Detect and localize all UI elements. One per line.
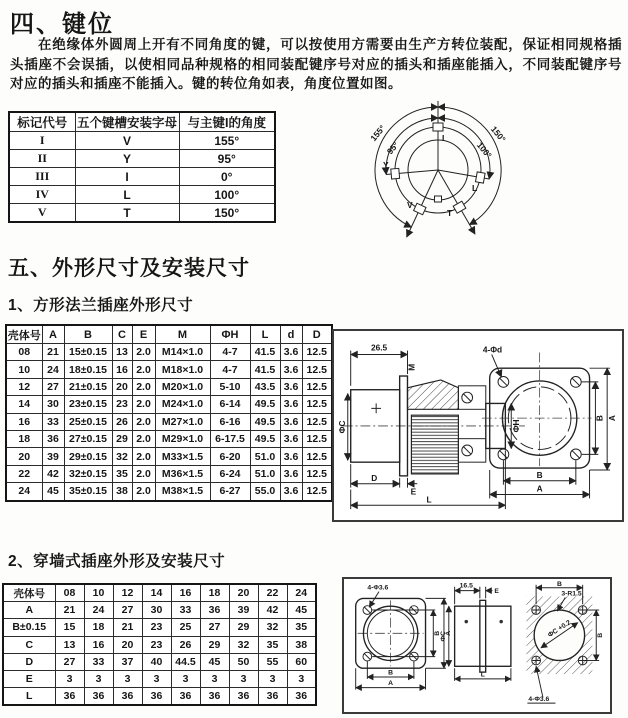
table-cell: 壳体号 (3, 584, 55, 602)
table-cell: 16 (112, 361, 132, 378)
table-cell: 16 (6, 413, 42, 430)
key-v-label: V (407, 200, 413, 210)
table-cell: 35±0.15 (64, 483, 112, 501)
table-cell: 6-14 (210, 396, 250, 413)
table-cell: 12 (6, 378, 42, 395)
table-cell: 3.6 (280, 465, 302, 482)
table-cell: 3 (84, 670, 113, 687)
table-cell: 24 (6, 483, 42, 501)
table-cell: I (75, 168, 179, 186)
front-view-dimensions (490, 368, 617, 498)
table-cell: 18 (200, 584, 229, 602)
dim-b-right-label: B (434, 630, 442, 636)
dim-holes-label: 4-Φd (482, 344, 503, 355)
key-diagram-radials (386, 101, 489, 237)
table-body (9, 132, 275, 223)
dim-16-5-label: 16.5 (459, 582, 473, 590)
table-row (9, 168, 275, 186)
table-header-row (9, 112, 275, 132)
section4-paragraph: 在绝缘体外圆周上开有不同角度的键，可以按使用方需要由生产方转位装配，保证相同规格插头插座不会误插，以使相同品种规格的相同装配键序号对应的插头和插座能插入，不同装配键序号对应的插头和插座不能插入。键的转位角如表，角度位置如图。 (10, 37, 622, 91)
key-y-label: Y (383, 160, 389, 170)
table-row (6, 396, 332, 413)
table-cell: 21±0.15 (64, 378, 112, 395)
table-cell: 23 (142, 636, 171, 653)
key-i-label: I (442, 133, 445, 143)
column-header: 五个键槽安装字母 (75, 112, 179, 132)
table-cell: 3.6 (280, 430, 302, 447)
table-cell: 2.0 (132, 396, 155, 413)
table-cell: 2.0 (132, 361, 155, 378)
table-cell: 36 (200, 688, 229, 706)
dim-a-right-label: A (444, 630, 452, 636)
table-cell: 36 (142, 688, 171, 706)
table-cell: 2.0 (132, 483, 155, 501)
angle-100-label: 100° (474, 140, 494, 161)
table-cell: 30 (42, 396, 64, 413)
table-cell: 45 (200, 653, 229, 670)
table-cell: E (3, 670, 55, 687)
table-cell: 22 (6, 465, 42, 482)
table-cell: 14 (142, 584, 171, 602)
key-position-table (8, 111, 276, 223)
table-cell: 29 (112, 430, 132, 447)
table-cell: 95° (179, 150, 275, 168)
table-cell: 18±0.15 (64, 361, 112, 378)
panel-cutout-view (526, 581, 604, 703)
table-cell: V (75, 132, 179, 150)
table-cell: 12.5 (302, 430, 332, 447)
column-header: B (64, 325, 112, 344)
table-cell: 3 (55, 670, 84, 687)
table-cell: 155° (179, 132, 275, 150)
table-cell: 13 (55, 636, 84, 653)
table-cell: 35 (258, 636, 287, 653)
table-cell: 26 (171, 636, 200, 653)
table-cell: 24 (42, 361, 64, 378)
table-cell: 45 (287, 602, 316, 619)
table-cell: II (9, 150, 75, 168)
dim-cutout-holes-label: 4-Φ3.6 (528, 696, 550, 704)
dim-b-bottom-label: B (536, 469, 543, 480)
table-row (6, 465, 332, 482)
section5-title: 五、外形尺寸及安装尺寸 (8, 257, 250, 280)
table-cell: 6-27 (210, 483, 250, 501)
table-cell: 29 (229, 619, 258, 636)
table-cell: 6-16 (210, 413, 250, 430)
table-cell: 36 (113, 688, 142, 706)
table-header-row (6, 325, 332, 344)
table-row (3, 619, 316, 636)
table-cell: 33 (84, 653, 113, 670)
dim-a-bottom-label: A (388, 680, 394, 688)
table-cell: 12 (113, 584, 142, 602)
table-cell: M27×1.0 (155, 413, 210, 430)
table-cell: M36×1.5 (155, 465, 210, 482)
dim-b-bottom-label: B (388, 669, 394, 677)
table-cell: IV (9, 186, 75, 204)
table-cell: 18 (84, 619, 113, 636)
table-cell: 12.5 (302, 483, 332, 501)
column-header: ΦH (210, 325, 250, 344)
table-cell: 15 (55, 619, 84, 636)
column-header: L (250, 325, 280, 344)
angle-155-label: 155° (368, 123, 388, 144)
table-cell: 51.0 (250, 448, 280, 465)
dim-a-right-label: A (606, 415, 617, 422)
table-cell: L (75, 186, 179, 204)
table-cell: 37 (113, 653, 142, 670)
table-cell: 3 (287, 670, 316, 687)
dim-cutout-b-top-label: B (556, 580, 562, 588)
table-cell: 40 (142, 653, 171, 670)
table-cell: 26 (112, 413, 132, 430)
table-cell: 4-7 (210, 361, 250, 378)
table-cell: 2.0 (132, 413, 155, 430)
table-row (6, 378, 332, 395)
table-cell: 3.6 (280, 413, 302, 430)
table-cell: M20×1.0 (155, 378, 210, 395)
table-cell: 36 (84, 688, 113, 706)
table-cell: M33×1.5 (155, 448, 210, 465)
column-header: d (280, 325, 302, 344)
table-cell: 20 (113, 636, 142, 653)
table-cell: L (3, 688, 55, 706)
table-cell: A (3, 602, 55, 619)
angle-95-label: 95° (384, 139, 401, 157)
table-cell: 5-10 (210, 378, 250, 395)
table-cell: 27 (200, 619, 229, 636)
table-cell: 16 (171, 584, 200, 602)
table-cell: 3 (258, 670, 287, 687)
table-row (9, 150, 275, 168)
column-header: D (302, 325, 332, 344)
table-cell: 0° (179, 168, 275, 186)
table-cell: 21 (113, 619, 142, 636)
table-cell: 39 (229, 602, 258, 619)
table-cell: 43.5 (250, 378, 280, 395)
table-cell: 55 (258, 653, 287, 670)
subsection2-title: 2、穿墙式插座外形及安装尺寸 (8, 553, 226, 570)
dim-l-label: L (480, 671, 485, 679)
dim-e-label: E (494, 588, 499, 596)
table-cell: 50 (229, 653, 258, 670)
table-cell: 30 (142, 602, 171, 619)
wall-socket-drawing (342, 577, 612, 714)
table-cell: 39 (42, 448, 64, 465)
table-cell: 12.5 (302, 465, 332, 482)
table-cell: 27 (42, 378, 64, 395)
column-header: E (132, 325, 155, 344)
table-cell: 36 (171, 688, 200, 706)
dim-m-label: M (406, 363, 417, 371)
table-cell: 100° (179, 186, 275, 204)
table-cell: 36 (258, 688, 287, 706)
table-cell: 36 (55, 688, 84, 706)
table-cell: 41.5 (250, 361, 280, 378)
table-cell: I (9, 132, 75, 150)
table-cell: 49.5 (250, 396, 280, 413)
dim-cutout-b-right-label: B (597, 632, 605, 638)
table-cell: 35 (112, 465, 132, 482)
table-row (3, 636, 316, 653)
table-cell: 38 (112, 483, 132, 501)
dim-radius-label: 3-R1.5 (561, 590, 582, 598)
table-cell: 14 (6, 396, 42, 413)
table-cell: 23 (112, 396, 132, 413)
table-row (3, 584, 316, 602)
table-cell: 6-20 (210, 448, 250, 465)
dim-phi-c-label: ΦC (336, 420, 347, 434)
table-cell: 10 (6, 361, 42, 378)
table-row (6, 413, 332, 430)
table-cell: 42 (258, 602, 287, 619)
table-cell: 2.0 (132, 430, 155, 447)
angle-150-label: 150° (488, 124, 508, 145)
table-cell: 12.5 (302, 378, 332, 395)
table-cell: 25±0.15 (64, 413, 112, 430)
table-cell: M29×1.0 (155, 430, 210, 447)
side-view (343, 376, 525, 476)
key-angle-diagram (358, 95, 520, 239)
table-cell: 36 (229, 688, 258, 706)
table-row (9, 204, 275, 223)
dim-e-label: E (410, 486, 417, 497)
table-cell: 29±0.15 (64, 448, 112, 465)
table-cell: 44.5 (171, 653, 200, 670)
table-cell: 6-17.5 (210, 430, 250, 447)
table-cell: 32±0.15 (64, 465, 112, 482)
table-cell: M18×1.0 (155, 361, 210, 378)
table-cell: 2.0 (132, 465, 155, 482)
table-cell: 4-7 (210, 344, 250, 361)
table-cell: 10 (84, 584, 113, 602)
flange-socket-table (5, 324, 333, 502)
table-cell: 27±0.15 (64, 430, 112, 447)
column-header: 与主键I的角度 (179, 112, 275, 132)
table-row (6, 361, 332, 378)
table-cell: 3.6 (280, 396, 302, 413)
table-cell: 16 (84, 636, 113, 653)
table-cell: 6-24 (210, 465, 250, 482)
table-body (3, 584, 316, 705)
table-cell: 12.5 (302, 448, 332, 465)
table-cell: 150° (179, 204, 275, 223)
table-row (3, 688, 316, 706)
table-cell: 12.5 (302, 396, 332, 413)
table-row (6, 483, 332, 501)
table-cell: 29 (200, 636, 229, 653)
table-cell: 3 (142, 670, 171, 687)
table-cell: 21 (55, 602, 84, 619)
table-cell: T (75, 204, 179, 223)
table-row (6, 430, 332, 447)
table-body (6, 344, 332, 501)
column-header: M (155, 325, 210, 344)
table-cell: 2.0 (132, 378, 155, 395)
table-cell: Y (75, 150, 179, 168)
table-cell: 2.0 (132, 344, 155, 361)
front-view (482, 345, 592, 469)
table-cell: 2.0 (132, 448, 155, 465)
table-cell: 08 (6, 344, 42, 361)
column-header: 标记代号 (9, 112, 75, 132)
table-cell: 3 (200, 670, 229, 687)
dim-26-5-label: 26.5 (371, 342, 388, 353)
table-cell: 3.6 (280, 378, 302, 395)
table-cell: 35 (287, 619, 316, 636)
dim-l-label: L (426, 494, 432, 505)
table-cell: 12.5 (302, 413, 332, 430)
table-cell: 3.6 (280, 448, 302, 465)
table-cell: 32 (112, 448, 132, 465)
dim-phic-tol-label: ΦC +0.2 (546, 619, 573, 640)
table-cell: M38×1.5 (155, 483, 210, 501)
table-cell: 51.0 (250, 465, 280, 482)
table-cell: 13 (112, 344, 132, 361)
table-cell: 3 (113, 670, 142, 687)
dim-holes-label: 4-Φ3.6 (367, 584, 389, 592)
table-cell: 60 (287, 653, 316, 670)
table-cell: V (9, 204, 75, 223)
column-header: C (112, 325, 132, 344)
table-cell: 23±0.15 (64, 396, 112, 413)
table-cell: 49.5 (250, 430, 280, 447)
key-t-label: T (447, 208, 453, 218)
table-cell: 55.0 (250, 483, 280, 501)
table-cell: 41.5 (250, 344, 280, 361)
table-row (9, 186, 275, 204)
dim-d-label: D (371, 472, 378, 483)
dim-b-right-label: B (594, 415, 605, 422)
table-cell: M24×1.0 (155, 396, 210, 413)
table-row (3, 670, 316, 687)
table-cell: 33 (42, 413, 64, 430)
table-cell: 3.6 (280, 483, 302, 501)
flange-socket-drawing (332, 329, 624, 522)
table-cell: 20 (112, 378, 132, 395)
table-cell: 49.5 (250, 413, 280, 430)
table-cell: 21 (42, 344, 64, 361)
table-cell: 3.6 (280, 361, 302, 378)
table-cell: 15±0.15 (64, 344, 112, 361)
table-cell: 20 (229, 584, 258, 602)
table-cell: 23 (142, 619, 171, 636)
table-cell: 3 (229, 670, 258, 687)
wall-socket-table (2, 583, 317, 706)
table-cell: 32 (229, 636, 258, 653)
subsection1-title: 1、方形法兰插座外形尺寸 (8, 297, 194, 314)
table-cell: 24 (84, 602, 113, 619)
dim-a-bottom-label: A (536, 483, 543, 494)
table-cell: 38 (287, 636, 316, 653)
table-row (3, 602, 316, 619)
table-row (6, 344, 332, 361)
dim-phi-h-label: ΦH (511, 419, 522, 433)
table-cell: 36 (200, 602, 229, 619)
dim-phi-c-label: ΦC (439, 630, 447, 642)
table-cell: 20 (6, 448, 42, 465)
table-cell: D (3, 653, 55, 670)
table-cell: 3 (171, 670, 200, 687)
table-cell: 24 (287, 584, 316, 602)
table-row (6, 448, 332, 465)
table-row (9, 132, 275, 150)
table-cell: 18 (6, 430, 42, 447)
table-cell: 45 (42, 483, 64, 501)
table-cell: 42 (42, 465, 64, 482)
table-cell: B±0.15 (3, 619, 55, 636)
column-header: A (42, 325, 64, 344)
table-cell: 3.6 (280, 344, 302, 361)
table-cell: C (3, 636, 55, 653)
key-l-label: L (472, 183, 478, 193)
table-cell: 36 (287, 688, 316, 706)
table-cell: 36 (42, 430, 64, 447)
table-row (3, 653, 316, 670)
section4-title: 四、键位 (10, 11, 114, 38)
table-cell: 32 (258, 619, 287, 636)
table-cell: III (9, 168, 75, 186)
table-cell: 27 (55, 653, 84, 670)
wall-front-view (356, 585, 452, 690)
table-cell: 22 (258, 584, 287, 602)
table-cell: 25 (171, 619, 200, 636)
table-cell: 12.5 (302, 344, 332, 361)
table-cell: 12.5 (302, 361, 332, 378)
table-cell: 33 (171, 602, 200, 619)
table-cell: M14×1.0 (155, 344, 210, 361)
column-header: 壳体号 (6, 325, 42, 344)
table-cell: 08 (55, 584, 84, 602)
table-cell: 27 (113, 602, 142, 619)
